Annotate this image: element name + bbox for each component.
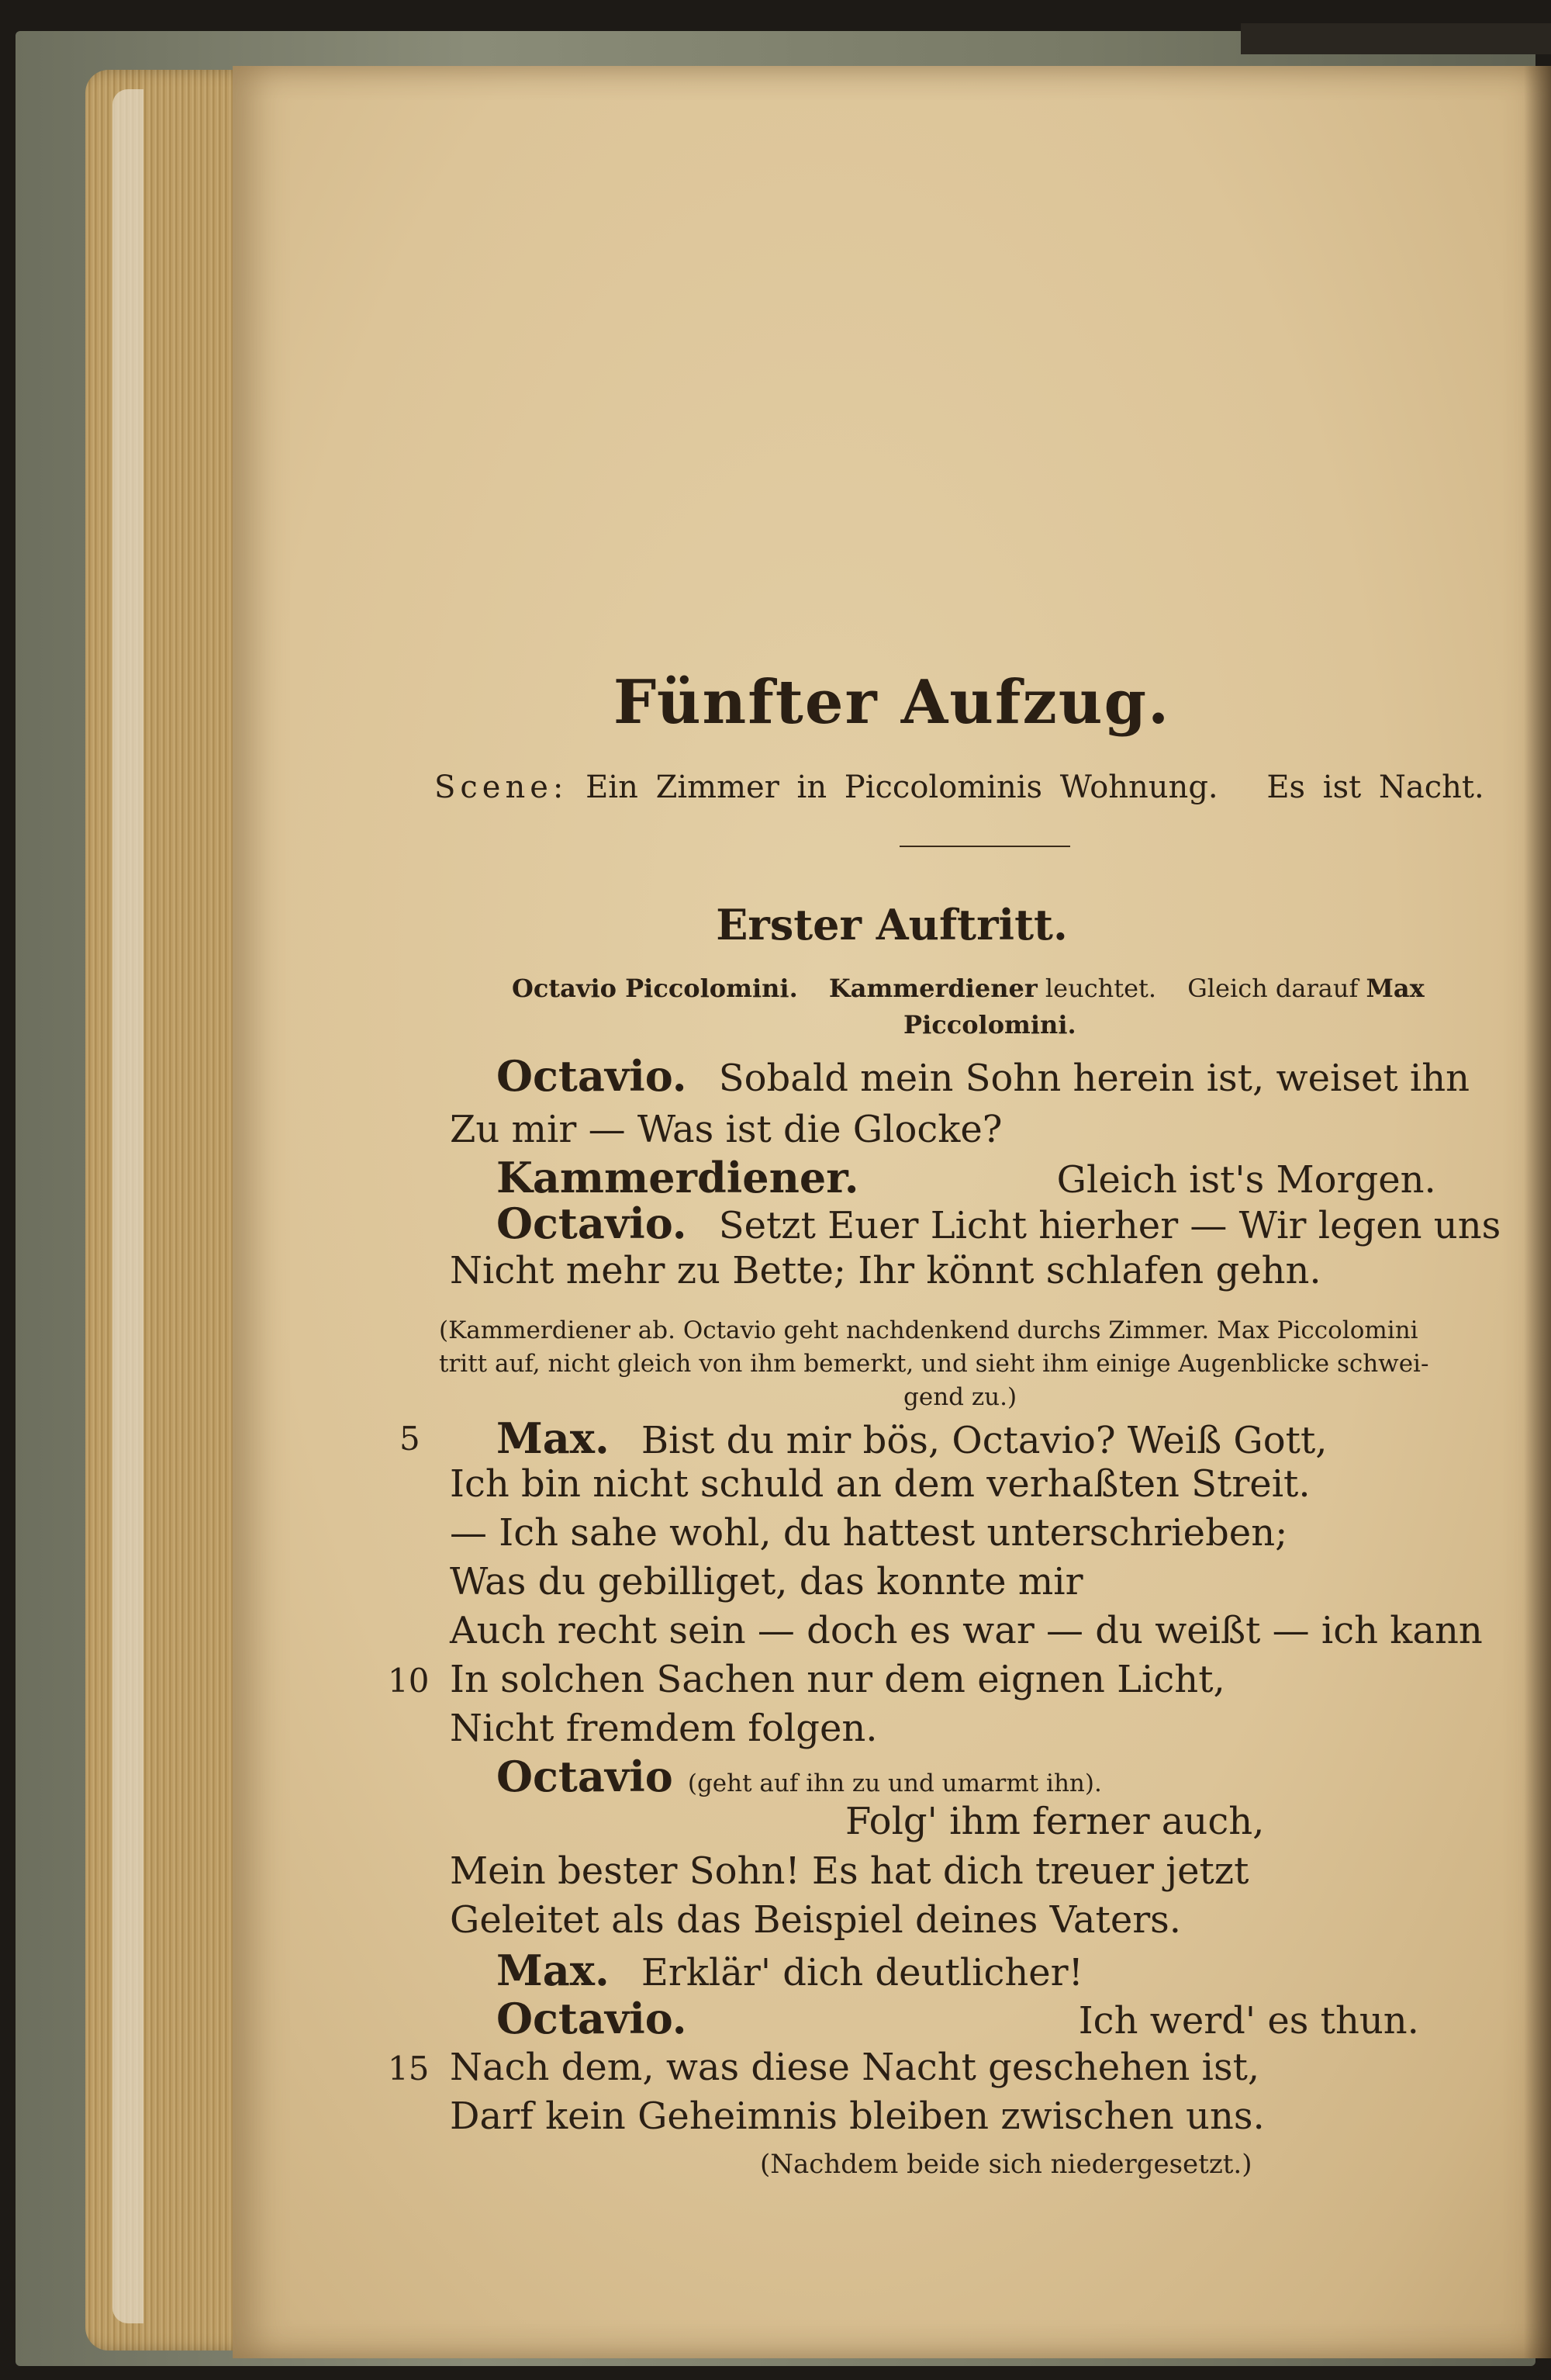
- verse-text: Erklär' dich deutlicher!: [641, 1951, 1083, 1994]
- stage-direction-inline: (geht auf ihn zu und umarmt ihn).: [687, 1769, 1102, 1797]
- stage-direction: gend zu.): [903, 1383, 1017, 1411]
- verse-text: Ich werd' es thun.: [1078, 1999, 1419, 2043]
- act-title: Fünfter Aufzug.: [613, 667, 1171, 738]
- verse-text: Sobald mein Sohn herein ist, weiset ihn: [718, 1057, 1470, 1100]
- speaker-max: Max.: [496, 1946, 610, 1995]
- verse-text: Setzt Euer Licht hierher — Wir legen uns: [718, 1204, 1501, 1247]
- speaker-kammerdiener: Kammerdiener.: [496, 1153, 859, 1202]
- verse-text: Gleich ist's Morgen.: [1056, 1158, 1436, 1202]
- verse-text: Nicht fremdem folgen.: [450, 1707, 878, 1750]
- speaker-octavio: Octavio: [496, 1752, 673, 1801]
- scene-time: Es ist Nacht.: [1266, 770, 1484, 805]
- verse-text: Was du gebilliget, das konnte mir: [450, 1560, 1083, 1603]
- verse-text: Zu mir — Was ist die Glocke?: [450, 1108, 1003, 1151]
- verse-text: Bist du mir bös, Octavio? Weiß Gott,: [641, 1419, 1328, 1462]
- verse-text: Auch recht sein — doch es war — du weißt — ich kann: [450, 1609, 1483, 1652]
- cast-action: leuchtet.: [1045, 974, 1157, 1003]
- cast-name-max: Max: [1366, 974, 1425, 1003]
- line-number: 5: [399, 1420, 420, 1458]
- page-gutter-shadow: [1524, 66, 1551, 2358]
- cast-name-octavio: Octavio Piccolomini.: [512, 974, 798, 1003]
- verse-text: Folg' ihm ferner auch,: [845, 1800, 1265, 1843]
- verse-text: Nicht mehr zu Bette; Ihr könnt schlafen gehn.: [450, 1249, 1321, 1292]
- divider-rule: [900, 846, 1070, 847]
- cast-name-max-surname: Piccolomini.: [903, 1010, 1076, 1040]
- scene-heading: [434, 770, 1484, 805]
- dialogue-line: [496, 1051, 1470, 1101]
- spine-band: [1241, 23, 1551, 54]
- entrance-title: Erster Auftritt.: [716, 900, 1068, 950]
- stage-direction: (Kammerdiener ab. Octavio geht nachdenkend durchs Zimmer. Max Piccolomini: [439, 1316, 1418, 1344]
- speaker-octavio: Octavio.: [496, 1994, 687, 2043]
- dialogue-line: [496, 1752, 1102, 1801]
- speaker-octavio: Octavio.: [496, 1051, 687, 1101]
- dialogue-line: [496, 1199, 1501, 1248]
- dialogue-line: [496, 1946, 1083, 1995]
- verse-text: Nach dem, was diese Nacht geschehen ist,: [450, 2046, 1260, 2089]
- verse-text: Geleitet als das Beispiel deines Vaters.: [450, 1898, 1182, 1942]
- verse-text: — Ich sahe wohl, du hattest unterschrieben;: [450, 1511, 1288, 1555]
- line-number: 10: [388, 1662, 430, 1700]
- verse-text: Mein bester Sohn! Es hat dich treuer jetzt: [450, 1849, 1249, 1893]
- speaker-octavio: Octavio.: [496, 1199, 687, 1248]
- scene-text: Ein Zimmer in Piccolominis Wohnung.: [586, 770, 1218, 805]
- verse-text: Ich bin nicht schuld an dem verhaßten Streit.: [450, 1462, 1311, 1506]
- scene-label: Scene:: [434, 770, 568, 805]
- dialogue-line: [496, 1994, 1419, 2043]
- dialogue-line: [496, 1153, 1436, 1202]
- verse-text: Darf kein Geheimnis bleiben zwischen uns.: [450, 2095, 1265, 2138]
- page-stack-highlight: [112, 89, 143, 2323]
- cast-later: Gleich darauf: [1187, 974, 1359, 1003]
- stage-direction: tritt auf, nicht gleich von ihm bemerkt, und sieht ihm einige Augenblicke schwei-: [439, 1350, 1429, 1378]
- line-number: 15: [388, 2050, 430, 2088]
- cast-name-kammerdiener: Kammerdiener: [828, 974, 1038, 1003]
- verse-text: In solchen Sachen nur dem eignen Licht,: [450, 1658, 1225, 1701]
- cast-line: [512, 974, 1425, 1003]
- dialogue-line: [496, 1413, 1327, 1463]
- stage-direction: (Nachdem beide sich niedergesetzt.): [760, 2149, 1252, 2180]
- speaker-max: Max.: [496, 1413, 610, 1463]
